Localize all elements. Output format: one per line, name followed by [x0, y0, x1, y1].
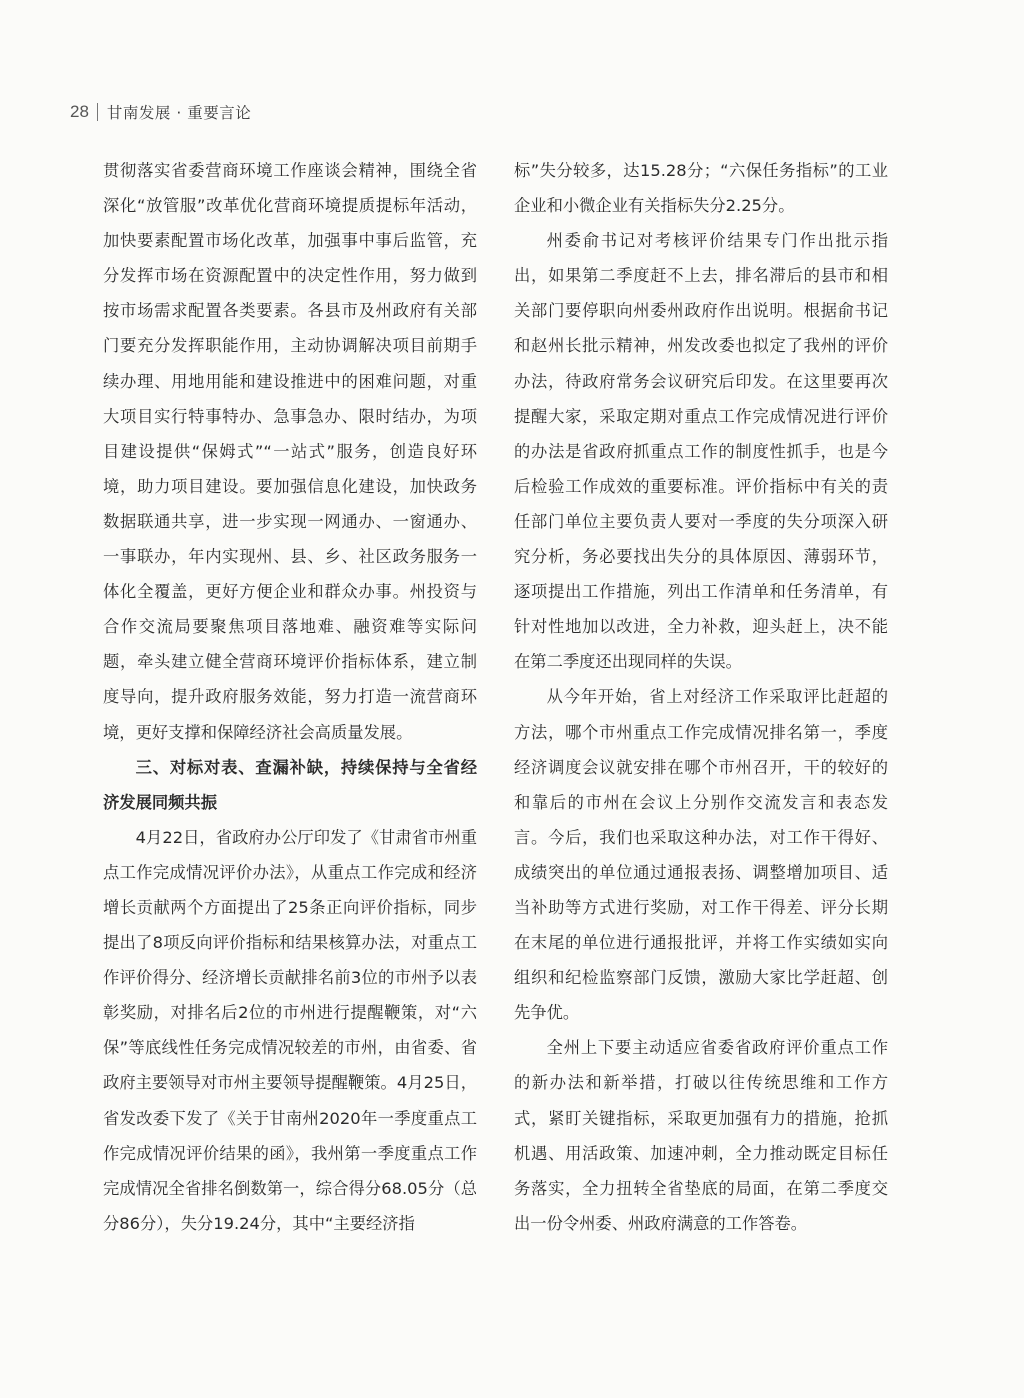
left-column: [103, 153, 477, 1241]
page-number: 28: [70, 102, 89, 121]
paragraph: 全州上下要主动适应省委省政府评价重点工作的新办法和新举措，打破以往传统思维和工作方式，紧盯关键指标，采取更加强有力的措施，抢抓机遇、用活政策、加速冲刺，全力推动既定目标任务落实，全力扭转全省垫底的局面，在第二季度交出一份令州委、州政府满意的工作答卷。: [514, 1038, 888, 1233]
page-header: [70, 98, 251, 126]
section-heading: 三、对标对表、查漏补缺，持续保持与全省经济发展同频共振: [103, 757, 477, 812]
paragraph-continuation: 贯彻落实省委营商环境工作座谈会精神，围绕全省深化“放管服”改革优化营商环境提质提标年活动，加快要素配置市场化改革，加强事中事后监管，充分发挥市场在资源配置中的决定性作用，努力做到按市场需求配置各类要素。各县市及州政府有关部门要充分发挥职能作用，主动协调解决项目前期手续办理、用地用能和建设推进中的困难问题，对重大项目实行特事特办、急事急办、限时结办，为项目建设提供“保姆式”“一站式”服务，创造良好环境，助力项目建设。要加强信息化建设，加快政务数据联通共享，进一步实现一网通办、一窗通办、一事联办，年内实现州、县、乡、社区政务服务一体化全覆盖，更好方便企业和群众办事。州投资与合作交流局要聚焦项目落地难、融资难等实际问题，牵头建立健全营商环境评价指标体系，建立制度导向，提升政府服务效能，努力打造一流营商环境，更好支撑和保障经济社会高质量发展。: [103, 161, 477, 742]
paragraph: 4月22日，省政府办公厅印发了《甘肃省市州重点工作完成情况评价办法》，从重点工作完成和经济增长贡献两个方面提出了25条正向评价指标，同步提出了8项反向评价指标和结果核算办法，对重点工作评价得分、经济增长贡献排名前3位的市州予以表彰奖励，对排名后2位的市州进行提醒鞭策，对“六保”等底线性任务完成情况较差的市州，由省委、省政府主要领导对市州主要领导提醒鞭策。4月25日，省发改委下发了《关于甘南州2020年一季度重点工作完成情况评价结果的函》，我州第一季度重点工作完成情况全省排名倒数第一，综合得分68.05分（总分86分），失分19.24分，其中“主要经济指: [103, 827, 477, 1233]
right-column: [514, 153, 888, 1241]
paragraph: 州委俞书记对考核评价结果专门作出批示指出，如果第二季度赶不上去，排名滞后的县市和相关部门要停职向州委州政府作出说明。根据俞书记和赵州长批示精神，州发改委也拟定了我州的评价办法，待政府常务会议研究后印发。在这里要再次提醒大家，采取定期对重点工作完成情况进行评价的办法是省政府抓重点工作的制度性抓手，也是今后检验工作成效的重要标准。评价指标中有关的责任部门单位主要负责人要对一季度的失分项深入研究分析，务必要找出失分的具体原因、薄弱环节，逐项提出工作措施，列出工作清单和任务清单，有针对性地加以改进，全力补救，迎头赶上，决不能在第二季度还出现同样的失误。: [514, 231, 888, 672]
paragraph: 从今年开始，省上对经济工作采取评比赶超的方法，哪个市州重点工作完成情况排名第一，季度经济调度会议就安排在哪个市州召开，干的较好的和靠后的市州在会议上分别作交流发言和表态发言。今后，我们也采取这种办法，对工作干得好、成绩突出的单位通过通报表扬、调整增加项目、适当补助等方式进行奖励，对工作干得差、评分长期在末尾的单位进行通报批评，并将工作实绩如实向组织和纪检监察部门反馈，激励大家比学赶超、创先争优。: [514, 687, 888, 1023]
header-divider: [97, 103, 98, 121]
paragraph-continuation: 标”失分较多，达15.28分；“六保任务指标”的工业企业和小微企业有关指标失分2.25分。: [514, 161, 888, 216]
section-title: 甘南发展 · 重要言论: [106, 104, 252, 122]
